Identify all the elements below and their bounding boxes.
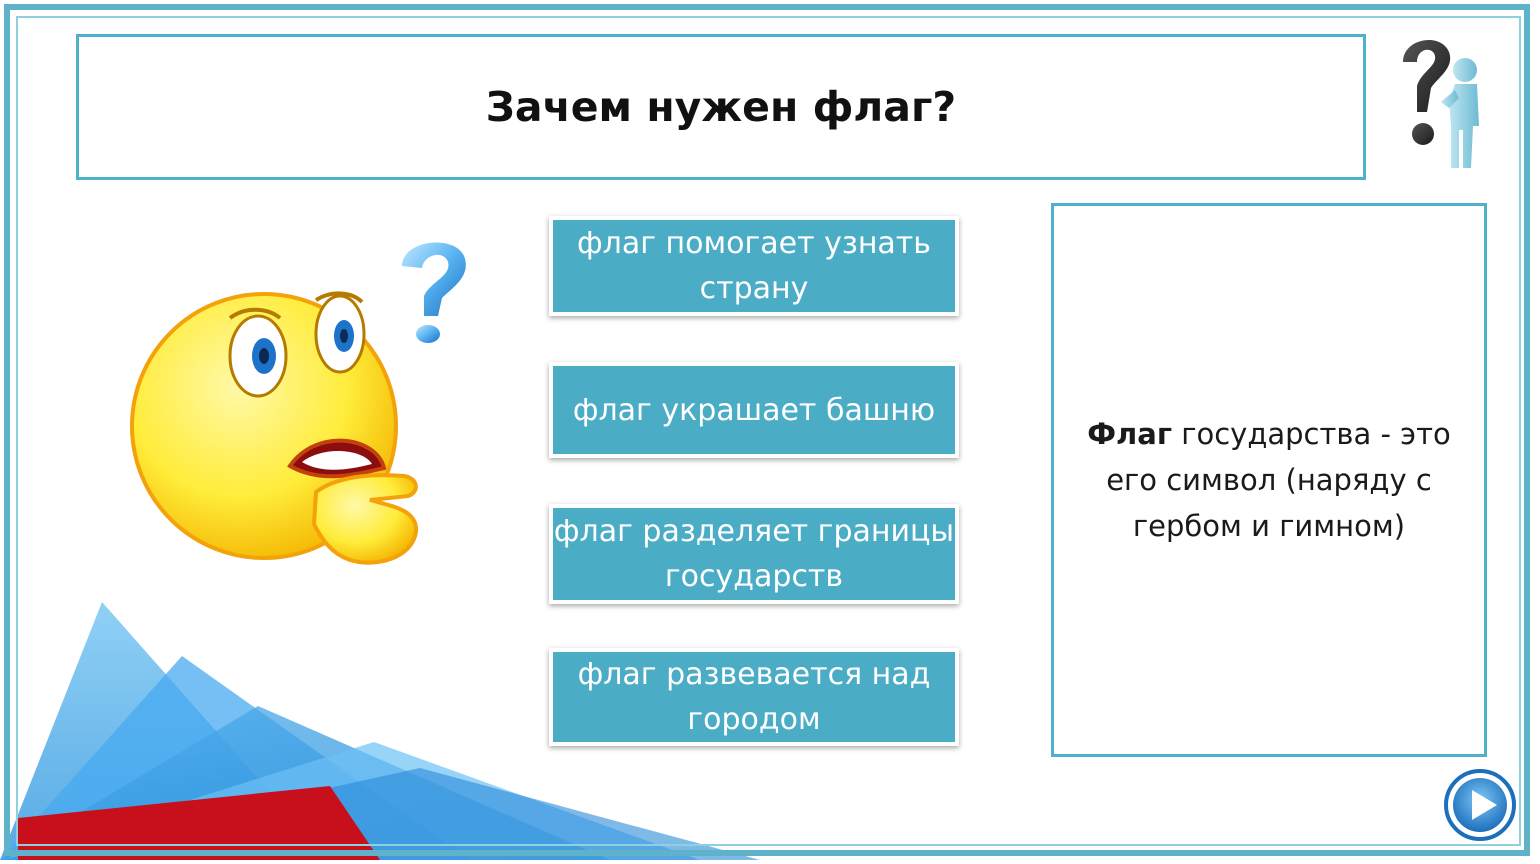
- answer-button-1[interactable]: [549, 216, 959, 316]
- answer-label: флаг помогает узнать страну: [577, 226, 931, 306]
- answer-label: флаг разделяет границы государств: [553, 514, 955, 594]
- page-title: Зачем нужен флаг?: [485, 83, 957, 131]
- answer-label: флаг развевается над городом: [577, 657, 931, 737]
- answer-button-4[interactable]: [549, 648, 959, 746]
- thinking-smiley-icon: [126, 278, 426, 578]
- question-mark-icon: [394, 236, 476, 348]
- definition-bold-word: Флаг: [1087, 417, 1173, 451]
- answer-button-2[interactable]: [549, 362, 959, 458]
- play-next-icon[interactable]: [1443, 768, 1517, 842]
- title-box: [76, 34, 1366, 180]
- answer-button-3[interactable]: [549, 504, 959, 604]
- definition-rest: государства - это его символ (наряду с гербом и гимном): [1106, 417, 1451, 543]
- definition-text: [1074, 411, 1464, 549]
- figure-with-question-icon: [1393, 30, 1493, 175]
- answer-label: флаг украшает башню: [572, 392, 936, 428]
- definition-box: [1051, 203, 1487, 757]
